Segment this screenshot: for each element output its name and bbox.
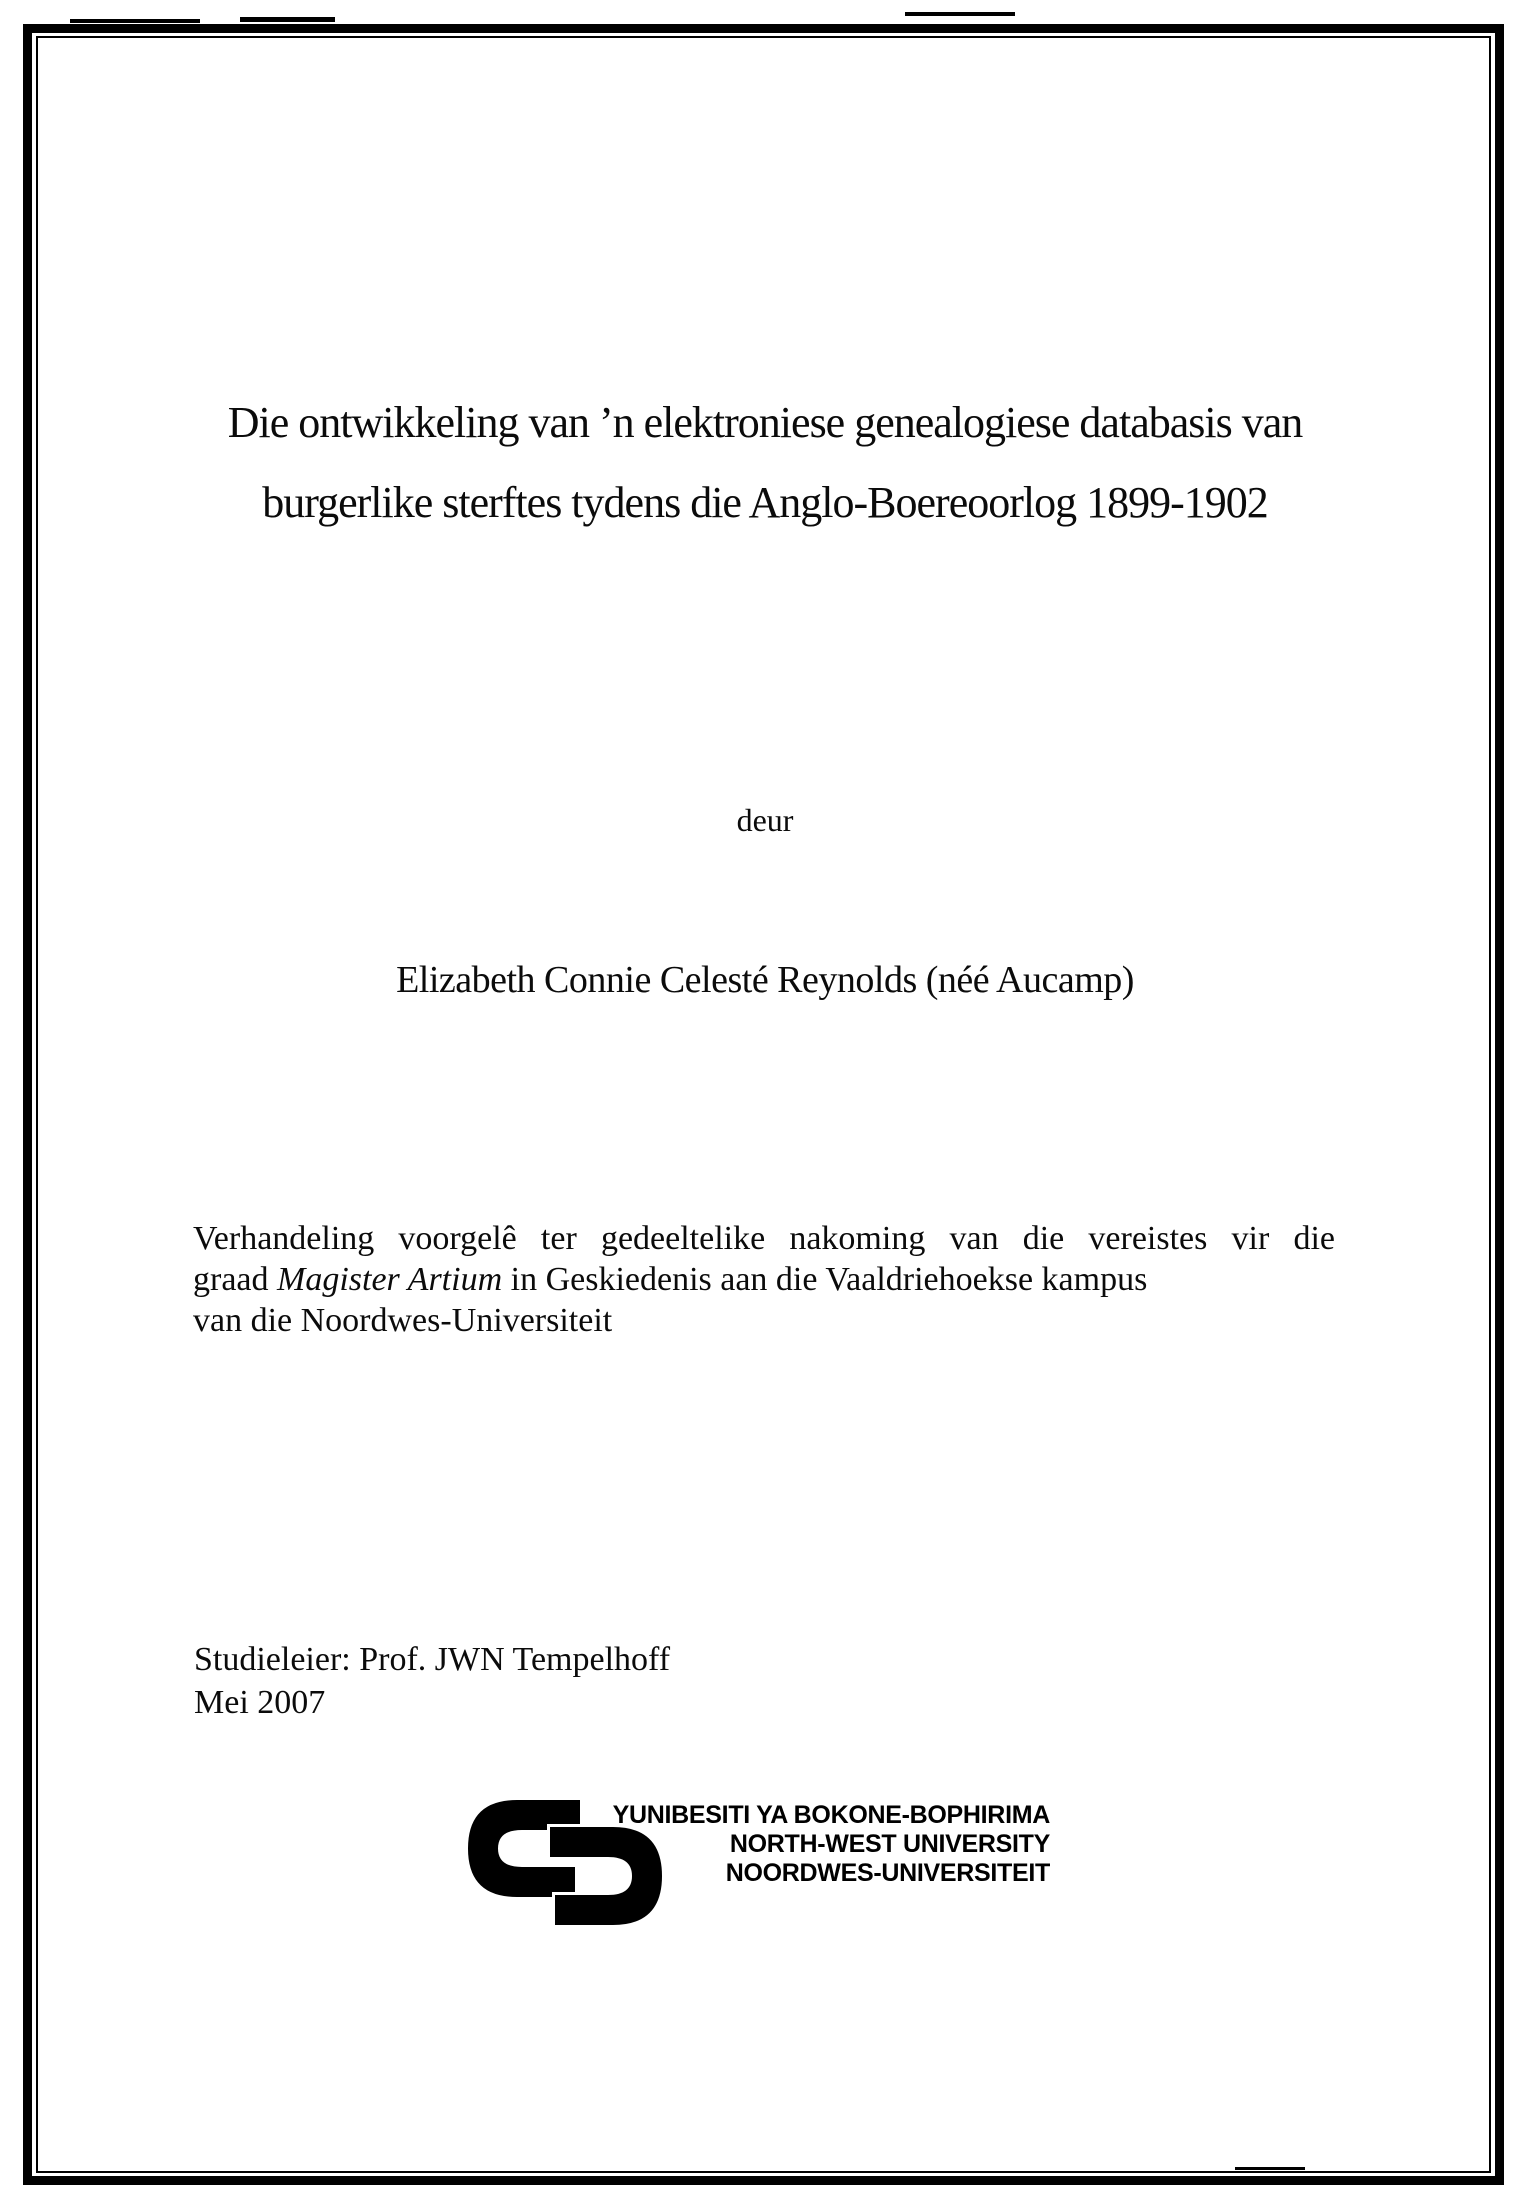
byline-label: deur	[736, 802, 794, 838]
logo-text-afrikaans: NOORDWES-UNIVERSITEIT	[725, 1859, 1050, 1887]
logo-text-english: NORTH-WEST UNIVERSITY	[729, 1830, 1050, 1858]
degree-statement-line-2-pre: graad	[193, 1261, 278, 1298]
logo-text-setswana: YUNIBESITI YA BOKONE-BOPHIRIMA	[612, 1801, 1050, 1829]
degree-statement-line-1: Verhandeling voorgelê ter gedeeltelike nakoming van die vereistes vir die	[193, 1220, 1335, 1257]
scan-artifact	[70, 19, 200, 23]
title-line-1: Die ontwikkeling van ’n elektroniese genealogiese databasis van	[227, 398, 1303, 447]
scan-artifact	[240, 17, 335, 22]
university-logo	[468, 1798, 1068, 1938]
degree-statement-line-2-post: in Geskiedenis aan die Vaaldriehoekse kampus	[502, 1261, 1148, 1298]
scan-artifact	[1235, 2167, 1305, 2170]
date-line: Mei 2007	[194, 1684, 326, 1721]
university-logo-text	[578, 1801, 1050, 1888]
degree-name-italic: Magister Artium	[277, 1261, 503, 1298]
degree-statement	[193, 1218, 1335, 1341]
degree-statement-line-3: van die Noordwes-Universiteit	[193, 1302, 613, 1339]
supervisor-date-block	[194, 1638, 1094, 1724]
scan-artifact	[905, 12, 1015, 16]
title-line-2: burgerlike sterftes tydens die Anglo-Boereoorlog 1899-1902	[262, 478, 1268, 527]
supervisor-line: Studieleier: Prof. JWN Tempelhoff	[194, 1641, 671, 1678]
degree-statement-line-2	[193, 1259, 1335, 1300]
author-name: Elizabeth Connie Celesté Reynolds (néé Aucamp)	[396, 959, 1134, 1001]
thesis-title	[194, 383, 1336, 543]
